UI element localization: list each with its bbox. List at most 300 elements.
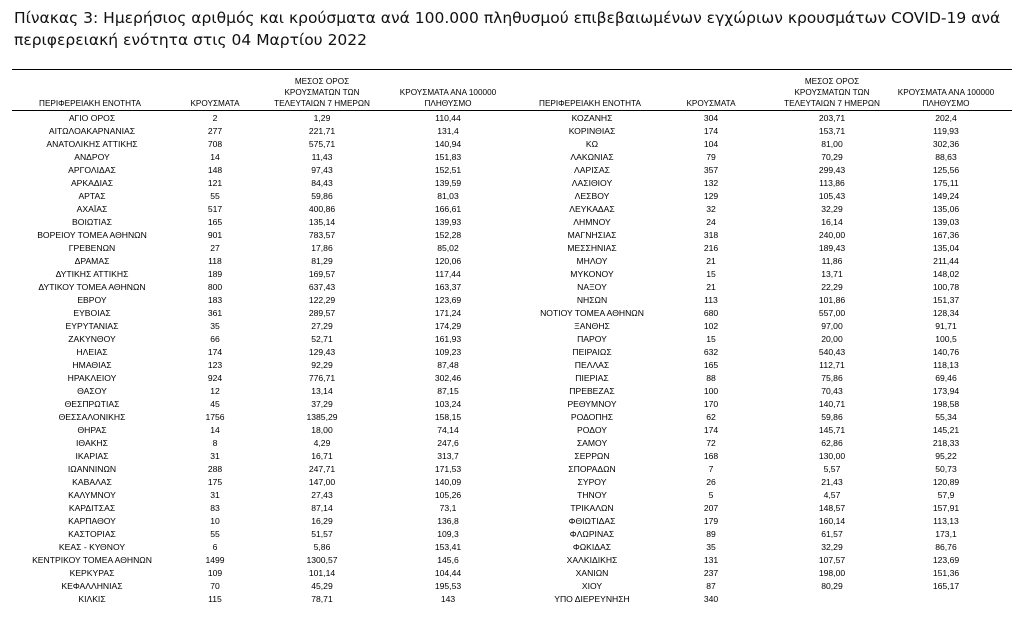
- per100k-cell: 157,91: [932, 503, 960, 513]
- region-cell: ΓΡΕΒΕΝΩΝ: [68, 243, 116, 253]
- region-cell: ΘΗΡΑΣ: [77, 425, 107, 435]
- table-row: [0, 268, 1024, 281]
- avg7-cell: 59,86: [311, 191, 333, 201]
- cases-cell: 237: [703, 568, 719, 578]
- avg7-cell: 27,43: [311, 490, 333, 500]
- avg7-cell: 11,43: [311, 152, 333, 162]
- avg7-cell: 153,71: [818, 126, 846, 136]
- table-row: [0, 203, 1024, 216]
- cases-cell: 100: [703, 386, 719, 396]
- avg7-cell: 203,71: [818, 113, 846, 123]
- region-cell: ΚΑΡΠΑΘΟΥ: [68, 516, 116, 526]
- region-cell: ΜΑΓΝΗΣΙΑΣ: [567, 230, 617, 240]
- cases-cell: 5: [708, 490, 714, 500]
- region-cell: ΗΡΑΚΛΕΙΟΥ: [67, 373, 117, 383]
- per100k-cell: 173,1: [935, 529, 957, 539]
- avg7-cell: 637,43: [308, 282, 336, 292]
- per100k-cell: 100,5: [935, 334, 957, 344]
- region-cell: ΚΕΝΤΡΙΚΟΥ ΤΟΜΕΑ ΑΘΗΝΩΝ: [32, 555, 152, 565]
- cases-cell: 901: [207, 230, 223, 240]
- cases-cell: 357: [703, 165, 719, 175]
- avg7-cell: 84,43: [311, 178, 333, 188]
- table-row: [0, 294, 1024, 307]
- avg7-cell: 17,86: [311, 243, 333, 253]
- cases-cell: 66: [210, 334, 220, 344]
- region-cell: ΡΟΔΟΠΗΣ: [570, 412, 614, 422]
- cases-cell: 72: [706, 438, 716, 448]
- table-row: [0, 151, 1024, 164]
- avg7-cell: 247,71: [308, 464, 336, 474]
- per100k-cell: 145,6: [437, 555, 459, 565]
- region-cell: ΠΕΙΡΑΙΩΣ: [572, 347, 612, 357]
- region-cell: ΚΙΛΚΙΣ: [78, 594, 106, 604]
- region-cell: ΙΚΑΡΙΑΣ: [75, 451, 109, 461]
- region-cell: ΑΓΙΟ ΟΡΟΣ: [68, 113, 116, 123]
- region-cell: ΕΥΒΟΙΑΣ: [73, 308, 111, 318]
- per100k-cell: 120,06: [434, 256, 462, 266]
- cases-cell: 708: [207, 139, 223, 149]
- avg7-cell: 70,43: [821, 386, 843, 396]
- per100k-cell: 302,36: [932, 139, 960, 149]
- per100k-cell: 247,6: [437, 438, 459, 448]
- per100k-cell: 313,7: [437, 451, 459, 461]
- per100k-cell: 136,8: [437, 516, 459, 526]
- table-row: [0, 463, 1024, 476]
- per100k-cell: 153,41: [434, 542, 462, 552]
- per100k-cell: 149,24: [932, 191, 960, 201]
- cases-cell: 288: [207, 464, 223, 474]
- avg7-cell: 1300,57: [306, 555, 338, 565]
- per100k-cell: 158,15: [434, 412, 462, 422]
- cases-cell: 27: [210, 243, 220, 253]
- avg7-cell: 140,71: [818, 399, 846, 409]
- per100k-cell: 174,29: [434, 321, 462, 331]
- region-cell: ΣΥΡΟΥ: [577, 477, 607, 487]
- cases-cell: 35: [210, 321, 220, 331]
- per100k-cell: 171,53: [434, 464, 462, 474]
- avg7-cell: 160,14: [818, 516, 846, 526]
- per100k-cell: 118,13: [933, 360, 959, 370]
- avg7-cell: 92,29: [311, 360, 333, 370]
- table-row: [0, 164, 1024, 177]
- per100k-cell: 128,34: [932, 308, 960, 318]
- per100k-cell: 95,22: [935, 451, 957, 461]
- avg7-cell: 81,00: [821, 139, 843, 149]
- avg7-cell: 97,43: [311, 165, 333, 175]
- avg7-cell: 299,43: [818, 165, 846, 175]
- region-cell: ΦΛΩΡΙΝΑΣ: [569, 529, 615, 539]
- avg7-cell: 22,29: [821, 282, 843, 292]
- table-row: [0, 138, 1024, 151]
- region-cell: ΑΡΓΟΛΙΔΑΣ: [68, 165, 116, 175]
- per100k-cell: 81,03: [437, 191, 459, 201]
- per100k-cell: 131,4: [437, 126, 459, 136]
- cases-cell: 174: [207, 347, 223, 357]
- avg7-cell: 13,14: [311, 386, 333, 396]
- cases-cell: 26: [706, 477, 716, 487]
- cases-cell: 179: [703, 516, 719, 526]
- avg7-cell: 107,57: [818, 555, 846, 565]
- region-cell: ΗΛΕΙΑΣ: [76, 347, 108, 357]
- avg7-cell: 400,86: [308, 204, 336, 214]
- region-cell: ΜΕΣΣΗΝΙΑΣ: [567, 243, 617, 253]
- table-title: Πίνακας 3: Ημερήσιος αριθμός και κρούσματα ανά 100.000 πληθυσμού επιβεβαιωμένων εγχώριων κρουσμάτων COVID-19 ανά περιφερειακή ενότητα στις 04 Μαρτίου 2022: [14, 9, 1001, 49]
- per100k-cell: 87,15: [437, 386, 459, 396]
- per100k-cell: 167,36: [932, 230, 960, 240]
- region-cell: ΤΡΙΚΑΛΩΝ: [570, 503, 614, 513]
- avg7-cell: 78,71: [311, 594, 333, 604]
- table-row: [0, 385, 1024, 398]
- avg7-cell: 122,29: [308, 295, 336, 305]
- per100k-cell: 135,04: [932, 243, 960, 253]
- avg7-cell: 97,00: [821, 321, 843, 331]
- region-cell: ΛΕΥΚΑΔΑΣ: [569, 204, 615, 214]
- avg7-cell: 169,57: [308, 269, 336, 279]
- per100k-cell: 148,02: [932, 269, 960, 279]
- region-cell: ΠΡΕΒΕΖΑΣ: [569, 386, 615, 396]
- cases-cell: 632: [703, 347, 719, 357]
- per100k-cell: 57,9: [937, 490, 955, 500]
- avg7-cell: 18,00: [311, 425, 333, 435]
- cases-cell: 168: [703, 451, 719, 461]
- region-cell: ΡΕΘΥΜΝΟΥ: [567, 399, 617, 409]
- region-cell: ΒΟΡΕΙΟΥ ΤΟΜΕΑ ΑΘΗΝΩΝ: [37, 230, 147, 240]
- table-row: [0, 411, 1024, 424]
- cases-cell: 680: [703, 308, 719, 318]
- avg7-cell: 776,71: [308, 373, 336, 383]
- per100k-cell: 110,44: [435, 113, 461, 123]
- avg7-cell: 1385,29: [306, 412, 338, 422]
- cases-cell: 924: [207, 373, 223, 383]
- cases-cell: 7: [708, 464, 714, 474]
- cases-cell: 70: [210, 581, 220, 591]
- table-row: [0, 450, 1024, 463]
- cases-cell: 6: [212, 542, 218, 552]
- cases-cell: 304: [703, 113, 719, 123]
- cases-cell: 170: [703, 399, 719, 409]
- table-row: [0, 229, 1024, 242]
- cases-cell: 45: [210, 399, 220, 409]
- per100k-cell: 143: [440, 594, 456, 604]
- avg7-cell: 61,57: [821, 529, 843, 539]
- avg7-cell: 101,86: [818, 295, 846, 305]
- per100k-cell: 145,21: [932, 425, 960, 435]
- per100k-cell: 139,59: [434, 178, 462, 188]
- table-row: [0, 489, 1024, 502]
- avg7-cell: 5,57: [823, 464, 841, 474]
- avg7-cell: 147,00: [308, 477, 336, 487]
- cases-cell: 1499: [205, 555, 225, 565]
- region-cell: ΚΩ: [585, 139, 599, 149]
- cases-cell: 131: [703, 555, 719, 565]
- region-cell: ΕΥΡΥΤΑΝΙΑΣ: [65, 321, 119, 331]
- header-region-left: ΠΕΡΙΦΕΡΕΙΑΚΗ ΕΝΟΤΗΤΑ: [39, 99, 141, 108]
- per100k-cell: 109,23: [434, 347, 462, 357]
- per100k-cell: 175,11: [933, 178, 959, 188]
- avg7-cell: 21,43: [821, 477, 843, 487]
- header-per100k-left: ΚΡΟΥΣΜΑΤΑ ΑΝΑ 100000 ΠΛΗΘΥΣΜΟ: [399, 88, 497, 108]
- cases-cell: 148: [207, 165, 223, 175]
- region-cell: ΑΙΤΩΛΟΑΚΑΡΝΑΝΙΑΣ: [48, 126, 136, 136]
- avg7-cell: 135,14: [308, 217, 336, 227]
- cases-cell: 1756: [205, 412, 225, 422]
- per100k-cell: 152,51: [434, 165, 462, 175]
- cases-cell: 2: [212, 113, 218, 123]
- region-cell: ΚΕΑΣ - ΚΥΘΝΟΥ: [58, 542, 126, 552]
- region-cell: ΚΑΛΥΜΝΟΥ: [68, 490, 116, 500]
- avg7-cell: 145,71: [818, 425, 846, 435]
- table-row: [0, 281, 1024, 294]
- table-row: [0, 398, 1024, 411]
- avg7-cell: 32,29: [821, 542, 843, 552]
- cases-cell: 89: [706, 529, 716, 539]
- cases-cell: 800: [207, 282, 223, 292]
- per100k-cell: 161,93: [434, 334, 462, 344]
- per100k-cell: 119,93: [933, 126, 959, 136]
- region-cell: ΒΟΙΩΤΙΑΣ: [72, 217, 112, 227]
- region-cell: ΝΑΞΟΥ: [577, 282, 607, 292]
- table-row: [0, 580, 1024, 593]
- per100k-cell: 85,02: [437, 243, 459, 253]
- avg7-cell: 4,57: [823, 490, 841, 500]
- per100k-cell: 140,09: [434, 477, 462, 487]
- region-cell: ΕΒΡΟΥ: [77, 295, 107, 305]
- table-row: [0, 437, 1024, 450]
- cases-cell: 10: [210, 516, 220, 526]
- region-cell: ΘΑΣΟΥ: [77, 386, 107, 396]
- cases-cell: 361: [207, 308, 223, 318]
- per100k-cell: 113,13: [933, 516, 959, 526]
- cases-cell: 21: [706, 256, 716, 266]
- region-cell: ΔΥΤΙΚΗΣ ΑΤΤΙΚΗΣ: [55, 269, 129, 279]
- per100k-cell: 152,28: [434, 230, 462, 240]
- region-cell: ΔΥΤΙΚΟΥ ΤΟΜΕΑ ΑΘΗΝΩΝ: [38, 282, 146, 292]
- avg7-cell: 540,43: [818, 347, 846, 357]
- region-cell: ΚΑΒΑΛΑΣ: [72, 477, 112, 487]
- per100k-cell: 69,46: [935, 373, 957, 383]
- table-top-border: [12, 69, 1012, 70]
- cases-cell: 83: [210, 503, 220, 513]
- cases-cell: 115: [208, 594, 222, 604]
- table-row: [0, 593, 1024, 606]
- avg7-cell: 113,86: [819, 178, 845, 188]
- header-cases-right: ΚΡΟΥΣΜΑΤΑ: [686, 99, 736, 108]
- avg7-cell: 221,71: [308, 126, 336, 136]
- region-cell: ΛΑΡΙΣΑΣ: [574, 165, 610, 175]
- per100k-cell: 105,26: [434, 490, 462, 500]
- table-row: [0, 554, 1024, 567]
- region-cell: ΚΕΦΑΛΛΗΝΙΑΣ: [61, 581, 123, 591]
- table-row: [0, 528, 1024, 541]
- avg7-cell: 1,29: [313, 113, 331, 123]
- per100k-cell: 302,46: [434, 373, 462, 383]
- region-cell: ΦΘΙΩΤΙΔΑΣ: [568, 516, 616, 526]
- header-bottom-border: [12, 110, 1012, 111]
- header-avg7-right: ΜΕΣΟΣ ΟΡΟΣ ΚΡΟΥΣΜΑΤΩΝ ΤΩΝ ΤΕΛΕΥΤΑΙΩΝ 7 ΗΜΕΡΩΝ: [784, 77, 880, 108]
- region-cell: ΑΧΑΪΑΣ: [76, 204, 108, 214]
- table-row: [0, 177, 1024, 190]
- per100k-cell: 202,4: [935, 113, 957, 123]
- region-cell: ΑΡΚΑΔΙΑΣ: [70, 178, 114, 188]
- avg7-cell: 62,86: [821, 438, 843, 448]
- cases-cell: 340: [703, 594, 719, 604]
- cases-cell: 109: [207, 568, 223, 578]
- per100k-cell: 173,94: [932, 386, 960, 396]
- per100k-cell: 117,44: [435, 269, 461, 279]
- region-cell: ΝΟΤΙΟΥ ΤΟΜΕΑ ΑΘΗΝΩΝ: [540, 308, 644, 318]
- table-row: [0, 190, 1024, 203]
- region-cell: ΤΗΝΟΥ: [577, 490, 607, 500]
- per100k-cell: 140,76: [932, 347, 960, 357]
- region-cell: ΛΗΜΝΟΥ: [573, 217, 611, 227]
- table-row: [0, 333, 1024, 346]
- avg7-cell: 112,71: [819, 360, 845, 370]
- header-avg7-left: ΜΕΣΟΣ ΟΡΟΣ ΚΡΟΥΣΜΑΤΩΝ ΤΩΝ ΤΕΛΕΥΤΑΙΩΝ 7 ΗΜΕΡΩΝ: [274, 77, 370, 108]
- cases-cell: 216: [703, 243, 719, 253]
- cases-cell: 189: [207, 269, 223, 279]
- table-row: [0, 125, 1024, 138]
- table-row: [0, 320, 1024, 333]
- per100k-cell: 139,03: [932, 217, 960, 227]
- region-cell: ΞΑΝΘΗΣ: [574, 321, 610, 331]
- cases-cell: 207: [703, 503, 719, 513]
- cases-cell: 132: [703, 178, 719, 188]
- per100k-cell: 91,71: [935, 321, 957, 331]
- cases-cell: 15: [706, 334, 716, 344]
- avg7-cell: 5,86: [313, 542, 331, 552]
- per100k-cell: 211,44: [933, 256, 959, 266]
- per100k-cell: 151,37: [932, 295, 960, 305]
- region-cell: ΑΝΔΡΟΥ: [74, 152, 110, 162]
- cases-cell: 31: [210, 451, 220, 461]
- region-cell: ΝΗΣΩΝ: [576, 295, 608, 305]
- table-row: [0, 255, 1024, 268]
- region-cell: ΑΡΤΑΣ: [78, 191, 106, 201]
- avg7-cell: 59,86: [821, 412, 843, 422]
- avg7-cell: 16,29: [311, 516, 333, 526]
- region-cell: ΠΑΡΟΥ: [577, 334, 607, 344]
- per100k-cell: 73,1: [439, 503, 457, 513]
- cases-cell: 165: [703, 360, 719, 370]
- cases-cell: 24: [706, 217, 716, 227]
- header-per100k-right: ΚΡΟΥΣΜΑΤΑ ΑΝΑ 100000 ΠΛΗΘΥΣΜΟ: [897, 88, 995, 108]
- per100k-cell: 103,24: [434, 399, 462, 409]
- region-cell: ΥΠΟ ΔΙΕΡΕΥΝΗΣΗ: [554, 594, 630, 604]
- per100k-cell: 198,58: [932, 399, 960, 409]
- table-row: [0, 372, 1024, 385]
- region-cell: ΚΑΣΤΟΡΙΑΣ: [68, 529, 116, 539]
- region-cell: ΚΟΖΑΝΗΣ: [571, 113, 613, 123]
- cases-cell: 8: [212, 438, 218, 448]
- table-row: [0, 567, 1024, 580]
- avg7-cell: 289,57: [308, 308, 336, 318]
- table-row: [0, 424, 1024, 437]
- cases-cell: 62: [706, 412, 716, 422]
- region-cell: ΡΟΔΟΥ: [577, 425, 607, 435]
- cases-cell: 113: [704, 295, 718, 305]
- avg7-cell: 45,29: [311, 581, 333, 591]
- table-row: [0, 216, 1024, 229]
- per100k-cell: 135,06: [932, 204, 960, 214]
- cases-cell: 174: [703, 425, 719, 435]
- avg7-cell: 189,43: [818, 243, 846, 253]
- per100k-cell: 151,36: [932, 568, 960, 578]
- region-cell: ΧΑΝΙΩΝ: [575, 568, 609, 578]
- per100k-cell: 86,76: [935, 542, 957, 552]
- avg7-cell: 52,71: [311, 334, 333, 344]
- per100k-cell: 100,78: [932, 282, 960, 292]
- region-cell: ΚΕΡΚΥΡΑΣ: [69, 568, 115, 578]
- table-row: [0, 242, 1024, 255]
- avg7-cell: 81,29: [311, 256, 333, 266]
- table-row: [0, 476, 1024, 489]
- cases-cell: 104: [703, 139, 719, 149]
- cases-cell: 31: [210, 490, 220, 500]
- avg7-cell: 129,43: [308, 347, 336, 357]
- cases-cell: 88: [706, 373, 716, 383]
- region-cell: ΔΡΑΜΑΣ: [74, 256, 110, 266]
- avg7-cell: 4,29: [313, 438, 331, 448]
- per100k-cell: 123,69: [434, 295, 462, 305]
- region-cell: ΠΕΛΛΑΣ: [574, 360, 610, 370]
- cases-cell: 14: [210, 425, 220, 435]
- avg7-cell: 198,00: [818, 568, 846, 578]
- per100k-cell: 195,53: [434, 581, 462, 591]
- avg7-cell: 557,00: [818, 308, 846, 318]
- table-row: [0, 515, 1024, 528]
- region-cell: ΠΙΕΡΙΑΣ: [575, 373, 609, 383]
- per100k-cell: 104,44: [434, 568, 462, 578]
- avg7-cell: 16,71: [311, 451, 333, 461]
- avg7-cell: 11,86: [821, 256, 843, 266]
- per100k-cell: 139,93: [434, 217, 462, 227]
- cases-cell: 32: [706, 204, 716, 214]
- region-cell: ΙΘΑΚΗΣ: [76, 438, 108, 448]
- region-cell: ΛΑΚΩΝΙΑΣ: [570, 152, 614, 162]
- region-cell: ΛΑΣΙΘΙΟΥ: [571, 178, 613, 188]
- per100k-cell: 125,56: [932, 165, 960, 175]
- region-cell: ΙΩΑΝΝΙΝΩΝ: [67, 464, 117, 474]
- cases-cell: 123: [207, 360, 223, 370]
- avg7-cell: 51,57: [311, 529, 333, 539]
- per100k-cell: 123,69: [932, 555, 960, 565]
- avg7-cell: 75,86: [821, 373, 843, 383]
- per100k-cell: 55,34: [935, 412, 957, 422]
- avg7-cell: 32,29: [821, 204, 843, 214]
- cases-cell: 118: [208, 256, 222, 266]
- cases-cell: 35: [706, 542, 716, 552]
- avg7-cell: 130,00: [818, 451, 846, 461]
- avg7-cell: 80,29: [821, 581, 843, 591]
- header-region-right: ΠΕΡΙΦΕΡΕΙΑΚΗ ΕΝΟΤΗΤΑ: [539, 99, 641, 108]
- per100k-cell: 74,14: [437, 425, 459, 435]
- per100k-cell: 165,17: [932, 581, 960, 591]
- cases-cell: 318: [703, 230, 719, 240]
- table-row: [0, 346, 1024, 359]
- table-row: [0, 307, 1024, 320]
- per100k-cell: 171,24: [434, 308, 462, 318]
- table-row: [0, 502, 1024, 515]
- per100k-cell: 166,61: [434, 204, 462, 214]
- region-cell: ΖΑΚΥΝΘΟΥ: [68, 334, 116, 344]
- region-cell: ΦΩΚΙΔΑΣ: [572, 542, 612, 552]
- region-cell: ΘΕΣΠΡΩΤΙΑΣ: [64, 399, 120, 409]
- per100k-cell: 140,94: [434, 139, 462, 149]
- avg7-cell: 240,00: [818, 230, 846, 240]
- cases-cell: 175: [207, 477, 223, 487]
- per100k-cell: 87,48: [437, 360, 459, 370]
- cases-cell: 121: [207, 178, 223, 188]
